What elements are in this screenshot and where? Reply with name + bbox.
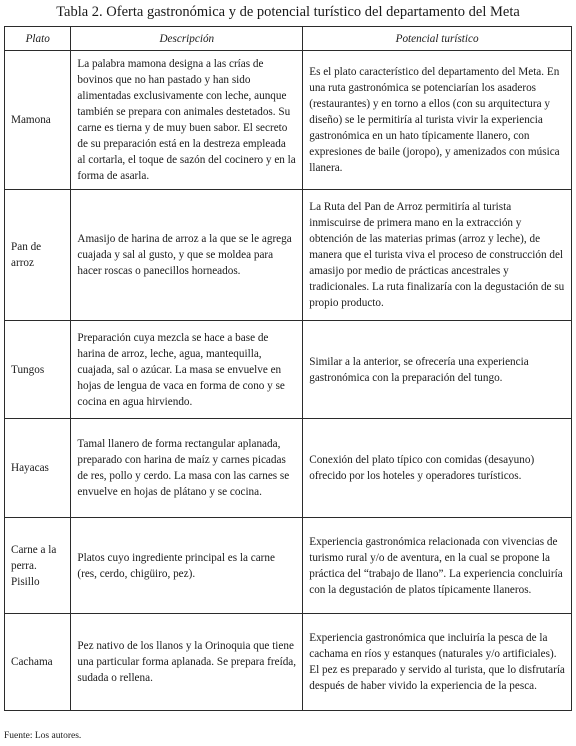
plate-cell: Carne a la perra. Pisillo xyxy=(5,518,71,614)
header-potential: Potencial turístico xyxy=(303,27,572,51)
plate-cell: Mamona xyxy=(5,51,71,190)
table-row xyxy=(5,51,572,190)
source-footnote: Fuente: Los autores. xyxy=(4,731,82,741)
description-cell: La palabra mamona designa a las crías de bovinos que no han pastado y han sido alimentadas exclusivamente con leche, aunque también se prepara con animales destetados. Su carne es tierna y de muy buen sabor. El secreto de su preparación está en la destreza empleada al cortarla, el toque de sazón del cocinero y en la forma de asarla. xyxy=(71,51,303,190)
table-row xyxy=(5,518,572,614)
description-cell: Tamal llanero de forma rectangular aplanada, preparado con harina de maíz y carnes picadas de res, pollo y cerdo. La masa con las carnes se envuelve en hojas de plátano y se cocina. xyxy=(71,419,303,518)
table-row xyxy=(5,419,572,518)
potential-cell: Experiencia gastronómica que incluiría la pesca de la cachama en ríos y estanques (naturales y/o artificiales). El pez es preparado y servido al turista, que lo disfrutaría después de haber vivido la experiencia de la pesca. xyxy=(303,614,572,711)
description-cell: Amasijo de harina de arroz a la que se le agrega cuajada y sal al gusto, y que se moldea para hacer roscas o panecillos horneados. xyxy=(71,190,303,321)
plate-cell: Hayacas xyxy=(5,419,71,518)
gastronomy-table xyxy=(4,26,572,711)
table-row xyxy=(5,614,572,711)
potential-cell: Experiencia gastronómica relacionada con vivencias de turismo rural y/o de aventura, en la cual se propone la práctica del “trabajo de llano”. La experiencia concluiría con la degustación de platos típicamente llaneros. xyxy=(303,518,572,614)
table-caption: Tabla 2. Oferta gastronómica y de potencial turístico del departamento del Meta xyxy=(56,4,520,20)
table-header-row xyxy=(5,27,572,51)
potential-cell: Es el plato característico del departamento del Meta. En una ruta gastronómica se potenciarían los asaderos (restaurantes) y en torno a ellos (con su arquitectura y diseño) se le permitiría al turista vivir la experiencia gastronómica en un hato típicamente llanero, con expresiones de baile (joropo), y amenizados con música llanera. xyxy=(303,51,572,190)
potential-cell: La Ruta del Pan de Arroz permitiría al turista inmiscuirse de primera mano en la extracción y obtención de las materias primas (arroz y leche), de manera que el turista viva el proceso de construcción del amasijo por medio de prácticas ancestrales y tradicionales. La ruta finalizaría con la degustación de su propio producto. xyxy=(303,190,572,321)
potential-cell: Conexión del plato típico con comidas (desayuno) ofrecido por los hoteles y operadores turísticos. xyxy=(303,419,572,518)
description-cell: Preparación cuya mezcla se hace a base de harina de arroz, leche, agua, mantequilla, cuajada, sal o azúcar. La masa se envuelve en hojas de lengua de vaca en forma de cono y se cocina en agua hirviendo. xyxy=(71,321,303,419)
potential-cell: Similar a la anterior, se ofrecería una experiencia gastronómica con la preparación del tungo. xyxy=(303,321,572,419)
plate-cell: Cachama xyxy=(5,614,71,711)
description-cell: Platos cuyo ingrediente principal es la carne (res, cerdo, chigüiro, pez). xyxy=(71,518,303,614)
table-row xyxy=(5,321,572,419)
description-cell: Pez nativo de los llanos y la Orinoquia que tiene una particular forma aplanada. Se prepara freída, sudada o rellena. xyxy=(71,614,303,711)
plate-cell: Tungos xyxy=(5,321,71,419)
header-plate: Plato xyxy=(5,27,71,51)
plate-cell: Pan de arroz xyxy=(5,190,71,321)
table-row xyxy=(5,190,572,321)
header-description: Descripción xyxy=(71,27,303,51)
